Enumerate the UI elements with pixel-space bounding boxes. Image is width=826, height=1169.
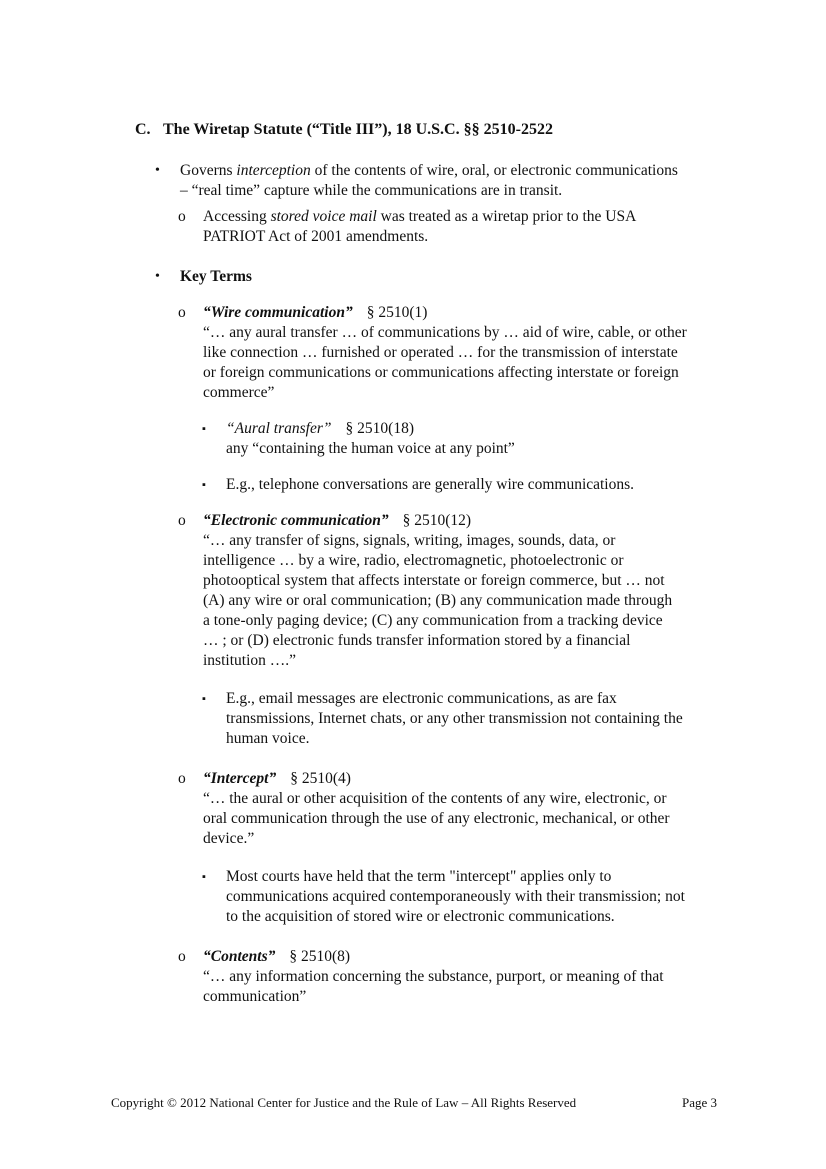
electronic-quote-line: photooptical system that affects interstate or foreign commerce, but … not	[203, 572, 665, 589]
voicemail-line-2: PATRIOT Act of 2001 amendments.	[203, 228, 429, 245]
section-letter: C.	[135, 121, 151, 138]
electronic-quote-line: (A) any wire or oral communication; (B) any communication made through	[203, 592, 673, 609]
stored-voicemail-subbullet	[178, 207, 713, 247]
electronic-quote-line: institution ….”	[203, 652, 296, 669]
contents-term-line: “Contents” § 2510(8)	[203, 948, 351, 965]
subbullet-marker: o	[178, 770, 186, 787]
governs-bullet	[155, 161, 715, 201]
electronic-example-line: E.g., email messages are electronic communications, as are fax	[226, 690, 617, 707]
wire-quote-line: like connection … furnished or operated … for the transmission of interstate	[203, 344, 678, 361]
section-heading	[135, 119, 735, 141]
interception-emphasis: interception	[236, 162, 311, 179]
key-terms-bullet	[155, 267, 715, 287]
governs-line-1: Governs interception of the contents of wire, oral, or electronic communications	[180, 162, 678, 179]
intercept-term-line: “Intercept” § 2510(4)	[203, 770, 351, 787]
aural-term: Aural transfer	[234, 420, 323, 437]
wire-communication-item	[178, 303, 713, 403]
square-bullet-marker: ▪	[202, 479, 206, 491]
footer-page-number: Page 3	[681, 1095, 717, 1110]
electronic-quote-line: intelligence … by a wire, radio, electromagnetic, photoelectronic or	[203, 552, 624, 569]
wire-example-item	[202, 475, 697, 495]
intercept-note-line: to the acquisition of stored wire or electronic communications.	[226, 908, 615, 925]
intercept-quote-line: “… the aural or other acquisition of the contents of any wire, electronic, or	[203, 790, 667, 807]
electronic-term: Electronic communication	[210, 512, 381, 529]
wire-term-line: “Wire communication” § 2510(1)	[203, 304, 428, 321]
bullet-marker: •	[155, 163, 160, 178]
electronic-example-line: transmissions, Internet chats, or any other transmission not containing the	[226, 710, 683, 727]
aural-definition: any “containing the human voice at any point”	[226, 440, 515, 457]
electronic-quote-line: … ; or (D) electronic funds transfer information stored by a financial	[203, 632, 631, 649]
subbullet-marker: o	[178, 512, 186, 529]
intercept-quote-line: oral communication through the use of any electronic, mechanical, or other	[203, 810, 670, 827]
wire-quote-line: “… any aural transfer … of communications by … aid of wire, cable, or other	[203, 324, 687, 341]
intercept-item	[178, 769, 713, 849]
wire-quote-line: commerce”	[203, 384, 275, 401]
subbullet-marker: o	[178, 304, 186, 321]
intercept-note-item	[202, 867, 697, 927]
wire-quote-line: or foreign communications or communications affecting interstate or foreign	[203, 364, 679, 381]
intercept-section: § 2510(4)	[290, 770, 351, 787]
electronic-quote-line: “… any transfer of signs, signals, writing, images, sounds, data, or	[203, 532, 616, 549]
intercept-term: Intercept	[210, 770, 269, 787]
electronic-example-item	[202, 689, 697, 749]
square-bullet-marker: ▪	[202, 693, 206, 705]
contents-quote-line: “… any information concerning the substance, purport, or meaning of that	[203, 968, 664, 985]
intercept-note-line: Most courts have held that the term "intercept" applies only to	[226, 868, 612, 885]
contents-section: § 2510(8)	[289, 948, 351, 965]
subbullet-marker: o	[178, 948, 186, 965]
voicemail-line-1: Accessing stored voice mail was treated as a wiretap prior to the USA	[203, 208, 637, 225]
aural-term-line: “Aural transfer” § 2510(18)	[226, 420, 414, 437]
section-title: The Wiretap Statute (“Title III”), 18 U.S.C. §§ 2510-2522	[163, 121, 553, 138]
wire-term: Wire communication	[210, 304, 345, 321]
bullet-marker: •	[155, 269, 160, 284]
electronic-term-line: “Electronic communication” § 2510(12)	[203, 512, 472, 529]
electronic-quote-line: a tone-only paging device; (C) any communication from a tracking device	[203, 612, 663, 629]
intercept-quote-line: device.”	[203, 830, 255, 847]
wire-section: § 2510(1)	[366, 304, 428, 321]
intercept-note-line: communications acquired contemporaneously with their transmission; not	[226, 888, 685, 905]
electronic-communication-item	[178, 511, 713, 671]
governs-line-2: – “real time” capture while the communications are in transit.	[180, 182, 563, 199]
stored-voicemail-emphasis: stored voice mail	[270, 208, 377, 225]
electronic-section: § 2510(12)	[402, 512, 472, 529]
aural-transfer-item	[202, 419, 697, 459]
square-bullet-marker: ▪	[202, 423, 206, 435]
contents-quote-line: communication”	[203, 988, 307, 1005]
wire-example: E.g., telephone conversations are generally wire communications.	[226, 476, 635, 493]
square-bullet-marker: ▪	[202, 871, 206, 883]
contents-term: Contents	[210, 948, 268, 965]
electronic-example-line: human voice.	[226, 730, 310, 747]
footer-copyright: Copyright © 2012 National Center for Justice and the Rule of Law – All Rights Reserved	[111, 1095, 577, 1110]
subbullet-marker: o	[178, 208, 186, 225]
aural-section: § 2510(18)	[345, 420, 414, 437]
contents-item	[178, 947, 713, 1007]
key-terms-label: Key Terms	[180, 268, 252, 285]
